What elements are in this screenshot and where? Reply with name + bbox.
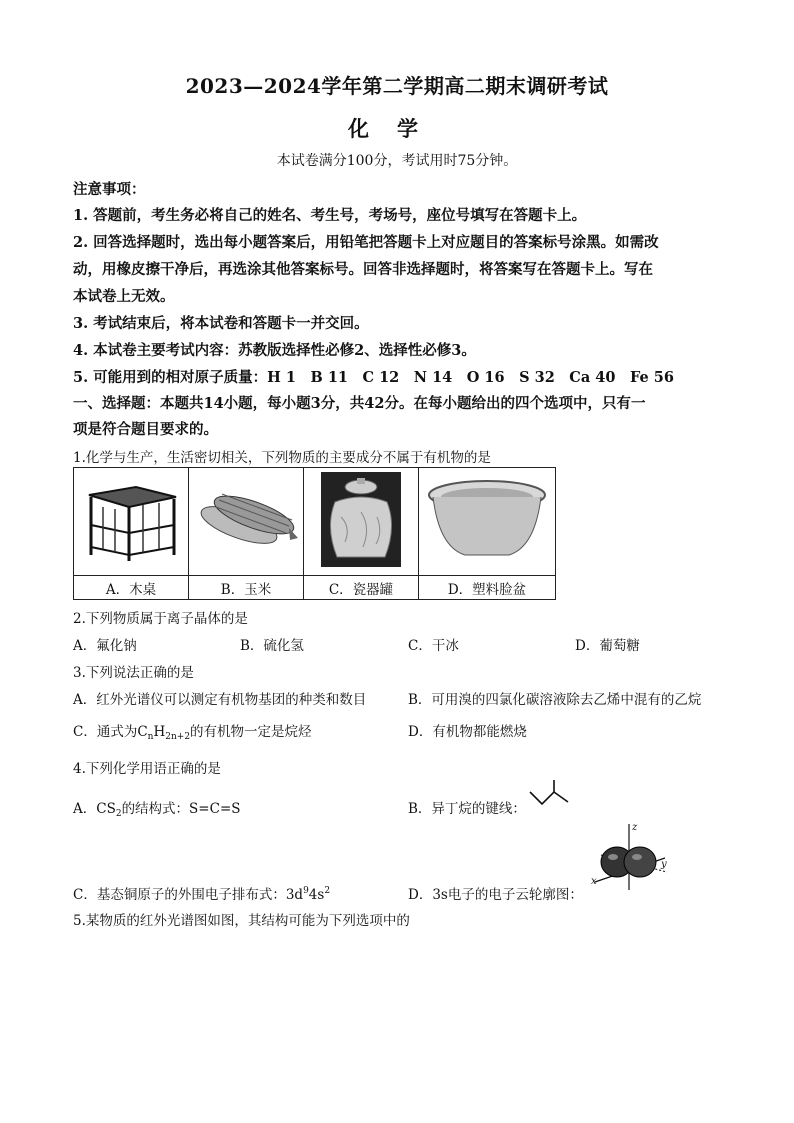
exam-title: 2023—2024学年第二学期高二期末调研考试 xyxy=(185,74,609,98)
q2-stem: 2.下列物质属于离子晶体的是 xyxy=(73,611,248,627)
note-item-1: 1. 答题前，考生务必将自己的姓名、考生号，考场号，座位号填写在答题卡上。 xyxy=(73,207,587,224)
q1-option-a: A．木桌 xyxy=(74,576,189,600)
note-item-4: 4. 本试卷主要考试内容：苏教版选择性必修2、选择性必修3。 xyxy=(73,342,476,359)
section-heading-cont: 项是符合题目要求的。 xyxy=(73,421,218,438)
porcelain-jar-image xyxy=(304,468,419,576)
note-item-3: 3. 考试结束后，将本试卷和答题卡一并交回。 xyxy=(73,315,369,332)
q3-option-b: B．可用溴的四氯化碳溶液除去乙烯中混有的乙烷 xyxy=(408,692,702,708)
q1-stem: 1.化学与生产，生活密切相关，下列物质的主要成分不属于有机物的是 xyxy=(73,450,491,466)
note-item-5: 5. 可能用到的相对原子质量：H 1 B 11 C 12 N 14 O 16 S 32 Ca 40 Fe 56 xyxy=(73,369,674,386)
orbital-diagram-image xyxy=(585,820,675,895)
corn-image xyxy=(189,468,304,576)
q1-option-d: D．塑料脸盆 xyxy=(419,576,556,600)
note-item-2-end: 本试卷上无效。 xyxy=(73,288,175,305)
q2-option-d: D．葡萄糖 xyxy=(575,638,640,654)
q4-option-b: B．异丁烷的键线： xyxy=(408,801,526,817)
axis-y-label: y xyxy=(661,859,667,870)
q3-option-d: D．有机物都能燃烧 xyxy=(408,724,527,740)
plastic-basin-image xyxy=(419,468,556,576)
q4-stem: 4.下列化学用语正确的是 xyxy=(73,761,221,777)
q4-option-c: C．基态铜原子的外围电子排布式：$3d^94s^2$ xyxy=(73,886,331,903)
q2-option-b: B．硫化氢 xyxy=(240,638,304,654)
wooden-table-image xyxy=(74,468,189,576)
notes-heading: 注意事项： xyxy=(73,181,146,198)
q2-option-c: C．干冰 xyxy=(408,638,459,654)
score-info: 本试卷满分100分，考试用时75分钟。 xyxy=(276,153,518,169)
q1-image-table xyxy=(73,467,556,600)
axis-z-label: z xyxy=(632,822,638,833)
q2-option-a: A．氟化钠 xyxy=(73,638,137,654)
section-heading: 一、选择题：本题共14小题，每小题3分，共42分。在每小题给出的四个选项中，只有一 xyxy=(73,395,646,412)
note-item-2-cont: 动，用橡皮擦干净后，再选涂其他答案标号。回答非选择题时，将答案写在答题卡上。写在 xyxy=(73,261,653,278)
q4-option-d: D．3s电子的电子云轮廓图： xyxy=(408,887,583,903)
q4-option-a: A．$CS_2$的结构式：S=C=S xyxy=(73,801,241,819)
subject-title: 化学 xyxy=(348,116,446,141)
axis-x-label: x xyxy=(591,876,597,887)
isobutane-skeletal-image xyxy=(528,780,572,810)
q1-option-b: B．玉米 xyxy=(189,576,304,600)
q1-option-c: C．瓷器罐 xyxy=(304,576,419,600)
note-item-2: 2. 回答选择题时，选出每小题答案后，用铅笔把答题卡上对应题目的答案标号涂黑。如需改 xyxy=(73,234,659,251)
q3-option-a: A．红外光谱仪可以测定有机物基团的种类和数目 xyxy=(73,692,367,708)
q5-stem: 5.某物质的红外光谱图如图，其结构可能为下列选项中的 xyxy=(73,913,410,929)
q3-stem: 3.下列说法正确的是 xyxy=(73,665,194,681)
q3-option-c: C．通式为$C_nH_{2n+2}$的有机物一定是烷烃 xyxy=(73,724,312,742)
